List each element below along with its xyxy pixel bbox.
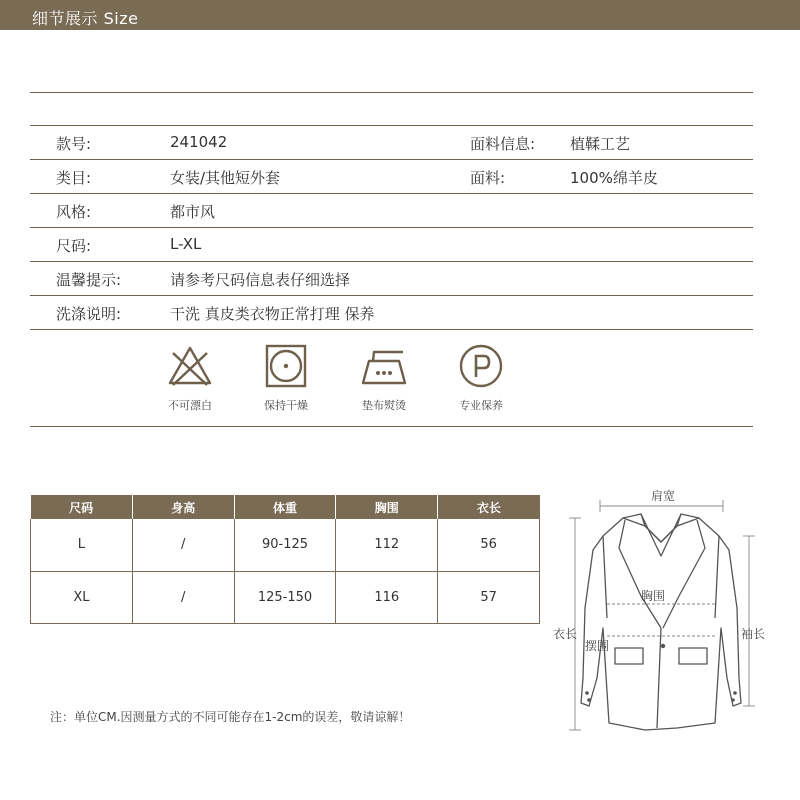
table-cell: 57 (438, 571, 540, 623)
info-value: 都市风 (170, 203, 216, 221)
info-label: 类目: (56, 169, 92, 187)
info-label: 面料信息: (470, 135, 536, 153)
info-value: 女装/其他短外套 (170, 169, 281, 187)
table-cell: 90-125 (234, 519, 336, 571)
info-value: 植鞣工艺 (570, 135, 631, 153)
divider (30, 426, 753, 427)
size-table (30, 495, 540, 624)
info-row-category (30, 160, 753, 194)
care-label: 垫布熨烫 (362, 399, 406, 412)
jacket-measurement-diagram (545, 478, 800, 748)
sleeve-label: 袖长 (741, 627, 766, 641)
info-value: 请参考尺码信息表仔细选择 (170, 271, 351, 289)
measurement-note: 注：单位CM.因测量方式的不同可能存在1-2cm的误差，敬请谅解！ (50, 710, 411, 724)
info-label: 风格: (56, 203, 92, 221)
tumble-dry-icon (261, 343, 311, 389)
professional-care-icon (456, 343, 506, 389)
chest-label: 胸围 (641, 589, 666, 603)
table-cell: 112 (336, 519, 438, 571)
info-label: 面料: (470, 169, 506, 187)
table-cell: XL (31, 571, 133, 623)
info-label: 尺码: (56, 237, 92, 255)
info-row-style (30, 194, 753, 228)
info-row-size (30, 228, 753, 262)
shoulder-label: 肩宽 (651, 489, 676, 503)
column-header: 身高 (132, 495, 234, 519)
column-header: 衣长 (438, 495, 540, 519)
care-label: 不可漂白 (168, 399, 212, 412)
table-cell: / (132, 519, 234, 571)
no-bleach-icon (165, 343, 215, 389)
info-row-style-no (30, 126, 753, 160)
column-header: 体重 (234, 495, 336, 519)
care-item-dry (251, 343, 321, 418)
table-cell: 56 (438, 519, 540, 571)
column-header: 胸围 (336, 495, 438, 519)
table-row (31, 571, 540, 623)
length-label: 衣长 (553, 627, 578, 641)
care-item-no-bleach (155, 343, 225, 418)
table-cell: 116 (336, 571, 438, 623)
info-row-washing (30, 296, 753, 330)
table-cell: L (31, 519, 133, 571)
info-label: 洗涤说明: (56, 305, 122, 323)
table-cell: 125-150 (234, 571, 336, 623)
column-header: 尺码 (31, 495, 133, 519)
divider (30, 92, 753, 93)
info-value: 241042 (170, 133, 228, 151)
size-table-header (31, 495, 540, 519)
care-item-pro (446, 343, 516, 418)
header-bar (0, 0, 800, 30)
iron-icon (359, 343, 409, 389)
table-cell: / (132, 571, 234, 623)
table-row (31, 519, 540, 571)
care-item-iron (349, 343, 419, 418)
header-title: 细节展示 Size (32, 9, 139, 28)
info-value: L-XL (170, 235, 202, 253)
info-value: 100%绵羊皮 (570, 169, 658, 187)
info-value: 干洗 真皮类衣物正常打理 保养 (170, 305, 375, 323)
info-label: 温馨提示: (56, 271, 122, 289)
care-label: 保持干燥 (264, 399, 308, 412)
info-row-tip (30, 262, 753, 296)
info-label: 款号: (56, 135, 92, 153)
care-label: 专业保养 (459, 399, 503, 412)
hem-label: 摆围 (585, 639, 610, 653)
